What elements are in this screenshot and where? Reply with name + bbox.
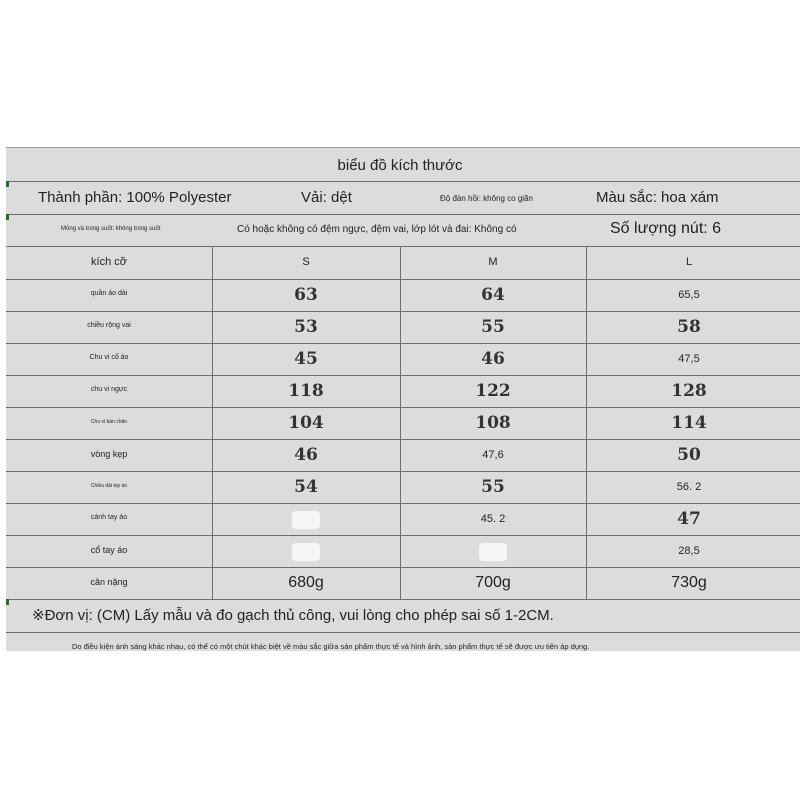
table-row-label: cánh tay áo <box>90 514 128 521</box>
table-row-label: Chu vi bàn chân <box>90 419 128 425</box>
table-cell: 50 <box>677 445 701 465</box>
table-cell: 730g <box>671 574 707 591</box>
table-cell: 65,5 <box>678 289 700 301</box>
table-cell: 122 <box>475 381 511 401</box>
table-cell: 45. 2 <box>480 513 506 525</box>
fabric-text: Vải: dệt <box>301 189 352 206</box>
table-cell: 64 <box>481 285 505 305</box>
size-l-header: L <box>685 256 693 268</box>
size-chart <box>6 147 800 651</box>
buttons-text: Số lượng nút: 6 <box>610 220 722 237</box>
table-cell: 47 <box>677 509 701 529</box>
table-cell: 47,6 <box>482 449 504 461</box>
table-cell: 55 <box>481 477 505 497</box>
size-s-header: S <box>302 256 310 268</box>
table-row-label: cổ tay áo <box>90 545 128 555</box>
table-cell: 700g <box>475 574 511 591</box>
table-cell: 46 <box>481 349 505 369</box>
table-cell: 58 <box>677 317 701 337</box>
table-cell: 53 <box>294 317 318 337</box>
table-cell: 63 <box>294 285 318 305</box>
table-cell: 108 <box>475 413 511 433</box>
table-cell: 45 <box>294 349 318 369</box>
color-text: Màu sắc: hoa xám <box>596 189 719 206</box>
empty-cell <box>292 543 320 561</box>
empty-cell <box>479 543 507 561</box>
size-header-label: kích cỡ <box>91 256 127 268</box>
color-note: Do điều kiện ánh sáng khác nhau, có thể có một chút khác biệt về màu sắc giữa sản phẩm thực tế và hình ảnh, sản phẩm thực tế sẽ được ưu tiên áp dụng. <box>72 642 590 651</box>
table-row-label: chu vi ngực <box>90 386 128 393</box>
table-row-label: Chu vi cổ áo <box>89 354 129 361</box>
transparency-text: Mỏng và trong suốt: không trong suốt <box>61 226 161 232</box>
table-row-label: quần áo dài <box>90 290 128 297</box>
table-cell: 128 <box>671 381 707 401</box>
table-cell: 114 <box>671 413 707 433</box>
table-cell: 28,5 <box>678 545 700 557</box>
table-cell: 55 <box>481 317 505 337</box>
table-row-label: vòng kẹp <box>90 449 128 459</box>
table-cell: 104 <box>288 413 324 433</box>
composition-text: Thành phần: 100% Polyester <box>38 189 232 206</box>
elasticity-text: Độ đàn hồi: không co giãn <box>440 194 533 203</box>
table-cell: 56. 2 <box>676 481 702 493</box>
table-row-label: cân nặng <box>90 577 128 587</box>
table-cell: 680g <box>288 574 324 591</box>
unit-note: ※Đơn vị: (CM) Lấy mẫu và đo gạch thủ công, vui lòng cho phép sai số 1-2CM. <box>32 607 554 624</box>
table-row-label: chiều rộng vai <box>87 322 131 329</box>
table-cell: 118 <box>288 381 324 401</box>
table-row-label: Chiều dài tay áo <box>90 483 128 489</box>
empty-cell <box>292 511 320 529</box>
chart-title: biểu đồ kích thước <box>337 157 463 174</box>
table-cell: 46 <box>294 445 318 465</box>
table-cell: 47,5 <box>678 353 700 365</box>
table-cell: 54 <box>294 477 318 497</box>
padding-text: Có hoặc không có đệm ngực, đệm vai, lớp lót và đai: Không có <box>237 224 517 235</box>
size-m-header: M <box>488 256 498 268</box>
